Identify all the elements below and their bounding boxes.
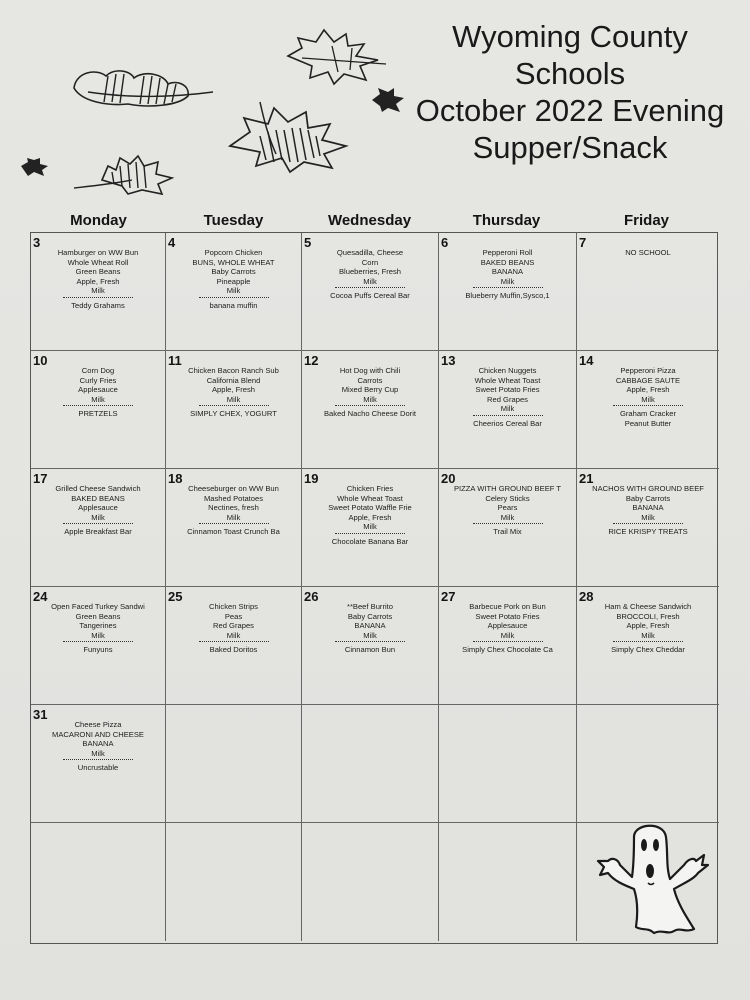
dotted-divider	[335, 405, 405, 406]
menu-item: Sweet Potato Fries	[475, 385, 540, 395]
calendar-day-cell	[166, 469, 302, 587]
title-line: Schools	[514, 56, 626, 91]
day-number: 14	[579, 353, 594, 368]
menu-item: MACARONI AND CHEESE	[52, 729, 144, 739]
day-number: 17	[33, 471, 48, 486]
menu-list	[577, 366, 719, 429]
menu-item: BANANA	[82, 739, 114, 749]
dotted-divider	[473, 287, 543, 288]
menu-item: Cheese Pizza	[74, 720, 122, 729]
weekday-tuesday: Tuesday	[203, 212, 264, 229]
day-number: 12	[304, 353, 319, 368]
day-number: 20	[441, 471, 456, 486]
calendar-day-cell	[577, 469, 719, 587]
dotted-divider	[199, 297, 269, 298]
menu-item: Whole Wheat Toast	[337, 493, 403, 503]
day-number: 25	[168, 589, 183, 604]
dotted-divider	[473, 523, 543, 524]
menu-item: Grilled Cheese Sandwich	[55, 484, 141, 493]
dotted-divider	[63, 523, 133, 524]
day-number: 18	[168, 471, 183, 486]
day-number: 31	[33, 707, 48, 722]
menu-item: Milk	[91, 748, 105, 758]
menu-item: Apple, Fresh	[76, 276, 120, 286]
menu-list	[302, 366, 438, 419]
title-line: Supper/Snack	[472, 130, 668, 165]
snack-item: Cheerios Cereal Bar	[473, 418, 542, 428]
leaf-icon	[282, 26, 390, 88]
menu-item: Corn Dog	[81, 366, 115, 375]
menu-item: Pears	[497, 503, 518, 513]
leaf-icon	[68, 62, 218, 122]
calendar-day-cell	[166, 233, 302, 351]
menu-list	[577, 484, 719, 537]
menu-list	[302, 248, 438, 301]
day-number: 19	[304, 471, 319, 486]
menu-item: Sweet Potato Fries	[475, 611, 540, 621]
day-number: 27	[441, 589, 456, 604]
menu-list	[166, 602, 301, 655]
menu-item: Applesauce	[487, 621, 528, 631]
menu-item: Hot Dog with Chili	[339, 366, 401, 375]
menu-item: Pepperoni Pizza	[620, 366, 676, 375]
menu-item: Curly Fries	[79, 375, 117, 385]
day-number: 5	[304, 235, 312, 250]
menu-list	[166, 248, 301, 311]
menu-item: Milk	[91, 394, 105, 404]
dotted-divider	[63, 641, 133, 642]
calendar-day-cell	[31, 587, 166, 705]
calendar-day-cell	[577, 233, 719, 351]
title-line: October 2022 Evening	[415, 93, 725, 128]
menu-item: Mashed Potatoes	[203, 493, 264, 503]
menu-item: **Beef Burrito	[346, 602, 393, 611]
menu-item: Milk	[500, 630, 515, 640]
dotted-divider	[335, 533, 405, 534]
calendar-day-cell	[439, 823, 577, 941]
menu-list	[31, 248, 165, 311]
dotted-divider	[199, 523, 269, 524]
calendar-day-cell	[302, 587, 439, 705]
menu-item: Milk	[91, 286, 105, 296]
snack-item: Funyuns	[83, 645, 113, 655]
calendar-day-cell	[166, 587, 302, 705]
weekday-thursday: Thursday	[472, 212, 541, 229]
menu-item: Milk	[363, 630, 377, 640]
menu-item: Blueberries, Fresh	[338, 267, 402, 277]
menu-item: NO SCHOOL	[625, 248, 671, 257]
menu-item: Baby Carrots	[347, 611, 393, 621]
menu-item: Celery Sticks	[485, 493, 530, 503]
calendar-day-cell	[31, 233, 166, 351]
menu-item: Milk	[91, 630, 105, 640]
menu-list	[31, 720, 165, 773]
menu-item: Pepperoni Roll	[482, 248, 533, 257]
title-line: Wyoming County	[452, 19, 688, 54]
menu-item: Whole Wheat Toast	[474, 375, 541, 385]
leaf-icon	[18, 156, 52, 178]
calendar-day-cell	[302, 469, 439, 587]
menu-item: BANANA	[491, 267, 524, 277]
day-number: 6	[441, 235, 449, 250]
menu-item: Ham & Cheese Sandwich	[604, 602, 692, 611]
day-number: 26	[304, 589, 319, 604]
menu-item: Whole Wheat Roll	[67, 257, 129, 267]
day-number: 4	[168, 235, 176, 250]
calendar-day-cell	[439, 587, 577, 705]
page-title	[395, 18, 745, 166]
menu-item: Baby Carrots	[625, 493, 671, 503]
menu-list	[31, 602, 165, 655]
menu-item: Milk	[226, 394, 241, 404]
menu-list	[439, 484, 576, 537]
menu-item: BAKED BEANS	[480, 257, 535, 267]
menu-item: PIZZA WITH GROUND BEEF T	[453, 484, 562, 493]
dotted-divider	[335, 287, 405, 288]
menu-item: Green Beans	[75, 267, 121, 277]
calendar-day-cell	[577, 351, 719, 469]
menu-item: Chicken Bacon Ranch Sub	[188, 366, 279, 375]
menu-list	[439, 248, 576, 301]
snack-item: Peanut Butter	[624, 418, 672, 428]
menu-item: Milk	[226, 286, 241, 296]
menu-item: Apple, Fresh	[211, 385, 256, 395]
snack-item: Graham Cracker	[619, 409, 677, 419]
dotted-divider	[63, 297, 133, 298]
menu-item: Chicken Strips	[209, 602, 258, 611]
menu-list	[302, 484, 438, 547]
calendar-day-cell	[31, 823, 166, 941]
menu-item: Sweet Potato Waffle Frie	[328, 503, 412, 513]
menu-item: Milk	[500, 276, 515, 286]
calendar-day-cell	[31, 351, 166, 469]
snack-item: Cinnamon Bun	[344, 645, 396, 655]
menu-item: Quesadilla, Cheese	[336, 248, 404, 257]
snack-item: PRETZELS	[78, 409, 118, 419]
menu-item: BANANA	[354, 621, 386, 631]
calendar-day-cell	[302, 705, 439, 823]
calendar-day-cell	[577, 587, 719, 705]
dotted-divider	[335, 641, 405, 642]
snack-item: Baked Nacho Cheese Dorit	[323, 409, 417, 419]
snack-item: Cocoa Puffs Cereal Bar	[330, 291, 410, 301]
weekday-friday: Friday	[623, 212, 669, 229]
menu-item: Milk	[226, 630, 241, 640]
dotted-divider	[199, 641, 269, 642]
snack-item: Simply Chex Cheddar	[611, 645, 685, 655]
menu-item: Nectines, fresh	[208, 503, 259, 513]
menu-list	[31, 484, 165, 537]
menu-list	[439, 602, 576, 655]
menu-list	[577, 602, 719, 655]
menu-list	[439, 366, 576, 429]
menu-item: Milk	[363, 394, 377, 404]
snack-item: SIMPLY CHEX, YOGURT	[190, 409, 277, 419]
menu-item: Barbecue Pork on Bun	[469, 602, 546, 611]
day-number: 10	[33, 353, 48, 368]
menu-item: Baby Carrots	[211, 267, 256, 277]
menu-item: Applesauce	[78, 503, 118, 513]
leaf-icon	[220, 96, 370, 176]
calendar-day-cell	[439, 351, 577, 469]
day-number: 24	[33, 589, 48, 604]
snack-item: Chocolate Banana Bar	[331, 536, 409, 546]
dotted-divider	[613, 641, 683, 642]
menu-item: BROCCOLI, Fresh	[616, 611, 680, 621]
dotted-divider	[63, 405, 133, 406]
day-number: 21	[579, 471, 594, 486]
snack-item: Blueberry Muffin,Sysco,1	[465, 291, 550, 301]
menu-item: Cheeseburger on WW Bun	[188, 484, 279, 493]
menu-item: BANANA	[632, 503, 664, 513]
menu-item: Milk	[363, 522, 377, 532]
menu-item: Red Grapes	[213, 621, 254, 631]
calendar-day-cell	[302, 823, 439, 941]
snack-item: Baked Doritos	[209, 645, 258, 655]
menu-item: BUNS, WHOLE WHEAT	[192, 257, 275, 267]
snack-item: Uncrustable	[77, 763, 119, 773]
menu-item: Chicken Nuggets	[478, 366, 537, 375]
menu-item: Tangerines	[79, 621, 117, 631]
calendar-day-cell	[302, 351, 439, 469]
snack-item: Teddy Grahams	[71, 300, 125, 310]
menu-list	[31, 366, 165, 419]
weekday-monday: Monday	[70, 212, 127, 229]
calendar-day-cell	[166, 351, 302, 469]
menu-item: Green Beans	[75, 611, 121, 621]
snack-item: Apple Breakfast Bar	[64, 527, 132, 537]
calendar-day-cell	[439, 705, 577, 823]
dotted-divider	[613, 405, 683, 406]
menu-item: Milk	[641, 394, 655, 404]
dotted-divider	[473, 641, 543, 642]
menu-item: Apple, Fresh	[626, 385, 670, 395]
calendar-day-cell	[439, 233, 577, 351]
menu-item: Apple, Fresh	[626, 621, 670, 631]
menu-item: Milk	[500, 404, 515, 414]
calendar-day-cell	[577, 705, 719, 823]
menu-item: Milk	[500, 512, 515, 522]
menu-item: Popcorn Chicken	[204, 248, 263, 257]
dotted-divider	[199, 405, 269, 406]
menu-item: Milk	[641, 630, 655, 640]
menu-item: Milk	[226, 512, 241, 522]
calendar-day-cell	[31, 705, 166, 823]
snack-item: Trail Mix	[493, 527, 522, 537]
menu-item: Milk	[641, 512, 655, 522]
menu-item: Pineapple	[216, 276, 251, 286]
menu-list	[166, 366, 301, 419]
menu-item: BAKED BEANS	[71, 493, 125, 503]
snack-item: Cinnamon Toast Crunch Ba	[187, 527, 280, 537]
leaf-icon	[72, 150, 182, 198]
calendar-day-cell	[166, 705, 302, 823]
dotted-divider	[473, 415, 543, 416]
calendar-day-cell	[166, 823, 302, 941]
menu-item: Carrots	[357, 375, 383, 385]
menu-item: NACHOS WITH GROUND BEEF	[592, 484, 704, 493]
calendar-day-cell	[31, 469, 166, 587]
snack-item: RICE KRISPY TREATS	[608, 527, 688, 537]
menu-item: Milk	[363, 276, 377, 286]
menu-item: Chicken Fries	[346, 484, 394, 493]
snack-item: banana muffin	[209, 300, 258, 310]
menu-item: Mixed Berry Cup	[341, 385, 399, 395]
day-number: 13	[441, 353, 456, 368]
calendar-day-cell	[439, 469, 577, 587]
menu-item: Corn	[361, 257, 379, 267]
menu-item: Applesauce	[78, 385, 118, 395]
menu-list	[577, 248, 719, 258]
menu-item: Hamburger on WW Bun	[57, 248, 139, 257]
calendar-day-cell	[302, 233, 439, 351]
menu-item: CABBAGE SAUTE	[615, 375, 681, 385]
menu-list	[302, 602, 438, 655]
day-number: 3	[33, 235, 41, 250]
snack-item: Simply Chex Chocolate Ca	[462, 645, 553, 655]
day-number: 11	[168, 353, 182, 368]
day-number: 7	[579, 235, 587, 250]
ghost-icon	[594, 815, 710, 939]
menu-item: Peas	[224, 611, 243, 621]
menu-item: California Blend	[206, 375, 261, 385]
menu-item: Red Grapes	[487, 394, 528, 404]
menu-list	[166, 484, 301, 537]
day-number: 28	[579, 589, 594, 604]
dotted-divider	[63, 759, 133, 760]
menu-item: Apple, Fresh	[348, 512, 392, 522]
weekday-wednesday: Wednesday	[327, 212, 412, 229]
menu-item: Milk	[91, 512, 105, 522]
menu-item: Open Faced Turkey Sandwi	[51, 602, 145, 611]
dotted-divider	[613, 523, 683, 524]
weekday-header-row	[30, 212, 720, 234]
